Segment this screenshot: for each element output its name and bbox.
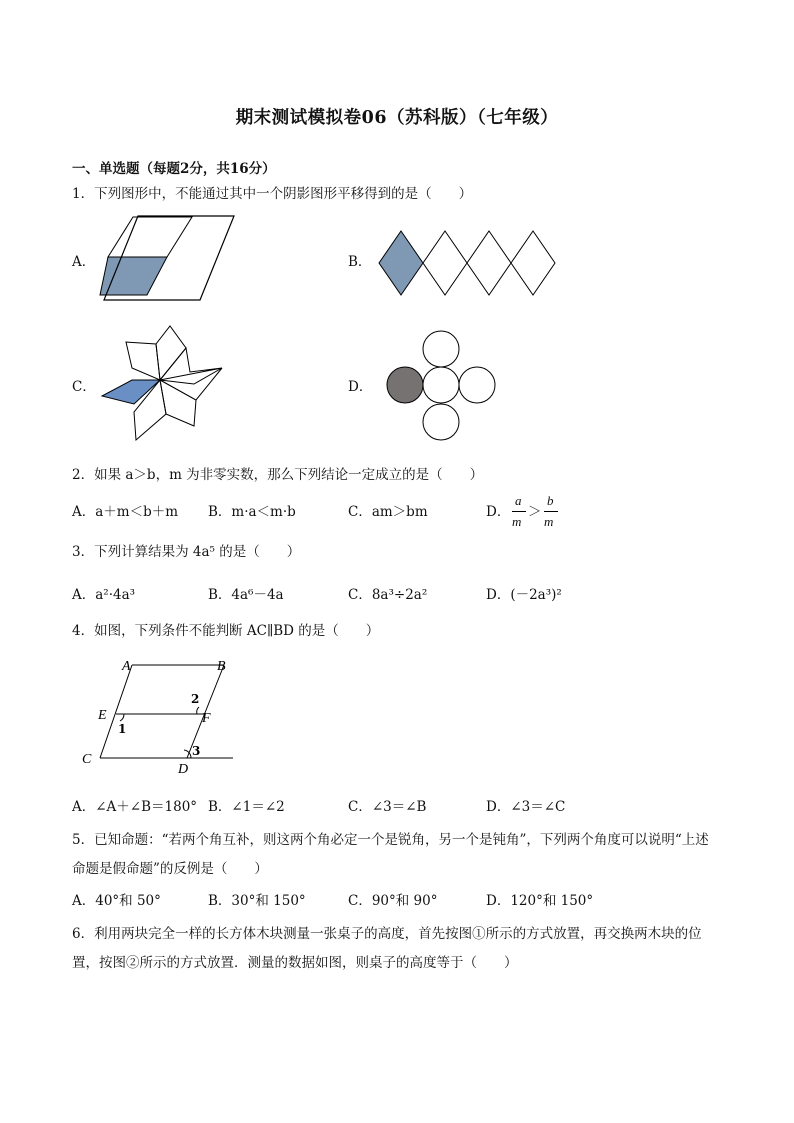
q4-point-a: A bbox=[122, 659, 131, 674]
q2-d-denominator-2: m bbox=[544, 514, 554, 529]
q5-option-d: D．120°和 150° bbox=[486, 893, 594, 909]
q4-option-a: A．∠A＋∠B＝180° bbox=[72, 799, 198, 815]
question-5-line-2: 命题是假命题”的反例是（ ） bbox=[72, 861, 268, 877]
q1-c-shaded-petal bbox=[102, 380, 160, 404]
q1-a-shaded-cell bbox=[100, 257, 167, 295]
q3-option-d: D．(－2a³)² bbox=[486, 587, 562, 603]
q5-option-b: B．30°和 150° bbox=[208, 893, 306, 909]
question-5-line-1: 5．已知命题：“若两个角互补，则这两个角必定一个是锐角，另一个是钝角”，下列两个角度可以说明“上述 bbox=[72, 832, 709, 848]
q1-b-shaded-rhombus bbox=[379, 231, 423, 295]
q4-angle-1: 1 bbox=[118, 722, 127, 736]
question-4-stem: 4．如图，下列条件不能判断 AC∥BD 的是（ ） bbox=[72, 623, 380, 639]
q2-option-a: A．a＋m＜b＋m bbox=[72, 504, 179, 520]
q4-option-b: B．∠1＝∠2 bbox=[208, 799, 285, 815]
q5-option-c: C．90°和 90° bbox=[348, 893, 438, 909]
q1-figure-a bbox=[100, 212, 235, 304]
q1-option-d-label: D． bbox=[348, 379, 373, 395]
page-title: 期末测试模拟卷06（苏科版）（七年级） bbox=[235, 108, 559, 128]
q3-option-a: A．a²·4a³ bbox=[72, 587, 136, 603]
q2-option-c: C．am＞bm bbox=[348, 504, 428, 520]
q4-figure bbox=[80, 655, 240, 777]
q2-d-greater-than: ＞ bbox=[528, 504, 542, 520]
q4-point-c: C bbox=[82, 752, 92, 767]
q4-angle-2: 2 bbox=[191, 692, 200, 706]
q1-option-c-label: C． bbox=[72, 379, 96, 395]
q4-option-d: D．∠3＝∠C bbox=[486, 799, 566, 815]
q3-option-b: B．4a⁶－4a bbox=[208, 587, 284, 603]
q2-d-numerator-1: a bbox=[515, 493, 522, 508]
q3-option-c: C．8a³÷2a² bbox=[348, 587, 428, 603]
section-heading: 一、单选题（每题2分，共16分） bbox=[72, 161, 276, 177]
question-1-stem: 1．下列图形中，不能通过其中一个阴影图形平移得到的是（ ） bbox=[72, 186, 473, 202]
q4-point-f: F bbox=[202, 711, 211, 726]
q1-figure-c bbox=[98, 322, 226, 442]
q4-point-e: E bbox=[98, 708, 107, 723]
q4-point-b: B bbox=[217, 659, 226, 674]
q2-d-fraction-bar-2 bbox=[544, 511, 558, 512]
question-6-line-1: 6．利用两块完全一样的长方体木块测量一张桌子的高度，首先按图①所示的方式放置，再交换两木块的位 bbox=[72, 926, 702, 942]
q1-option-b-label: B． bbox=[348, 254, 372, 270]
q4-point-d: D bbox=[178, 762, 189, 777]
q4-angle-3: 3 bbox=[192, 744, 201, 758]
question-3-stem: 3．下列计算结果为 4a⁵ 的是（ ） bbox=[72, 544, 301, 560]
q2-d-numerator-2: b bbox=[547, 493, 554, 508]
q2-option-b: B．m·a＜m·b bbox=[208, 504, 296, 520]
q2-d-fraction-bar-1 bbox=[512, 511, 526, 512]
q1-d-shaded-circle bbox=[387, 367, 423, 403]
q5-option-a: A．40°和 50° bbox=[72, 893, 161, 909]
q1-figure-d bbox=[384, 330, 496, 442]
q2-option-d-letter: D． bbox=[486, 504, 511, 520]
question-6-line-2: 置，按图②所示的方式放置．测量的数据如图，则桌子的高度等于（ ） bbox=[72, 955, 518, 971]
q4-option-c: C．∠3＝∠B bbox=[348, 799, 427, 815]
q1-figure-b bbox=[378, 230, 560, 296]
q2-d-denominator-1: m bbox=[512, 514, 522, 529]
question-2-stem: 2．如果 a＞b，m 为非零实数，那么下列结论一定成立的是（ ） bbox=[72, 467, 484, 483]
q1-option-a-label: A． bbox=[72, 254, 96, 270]
